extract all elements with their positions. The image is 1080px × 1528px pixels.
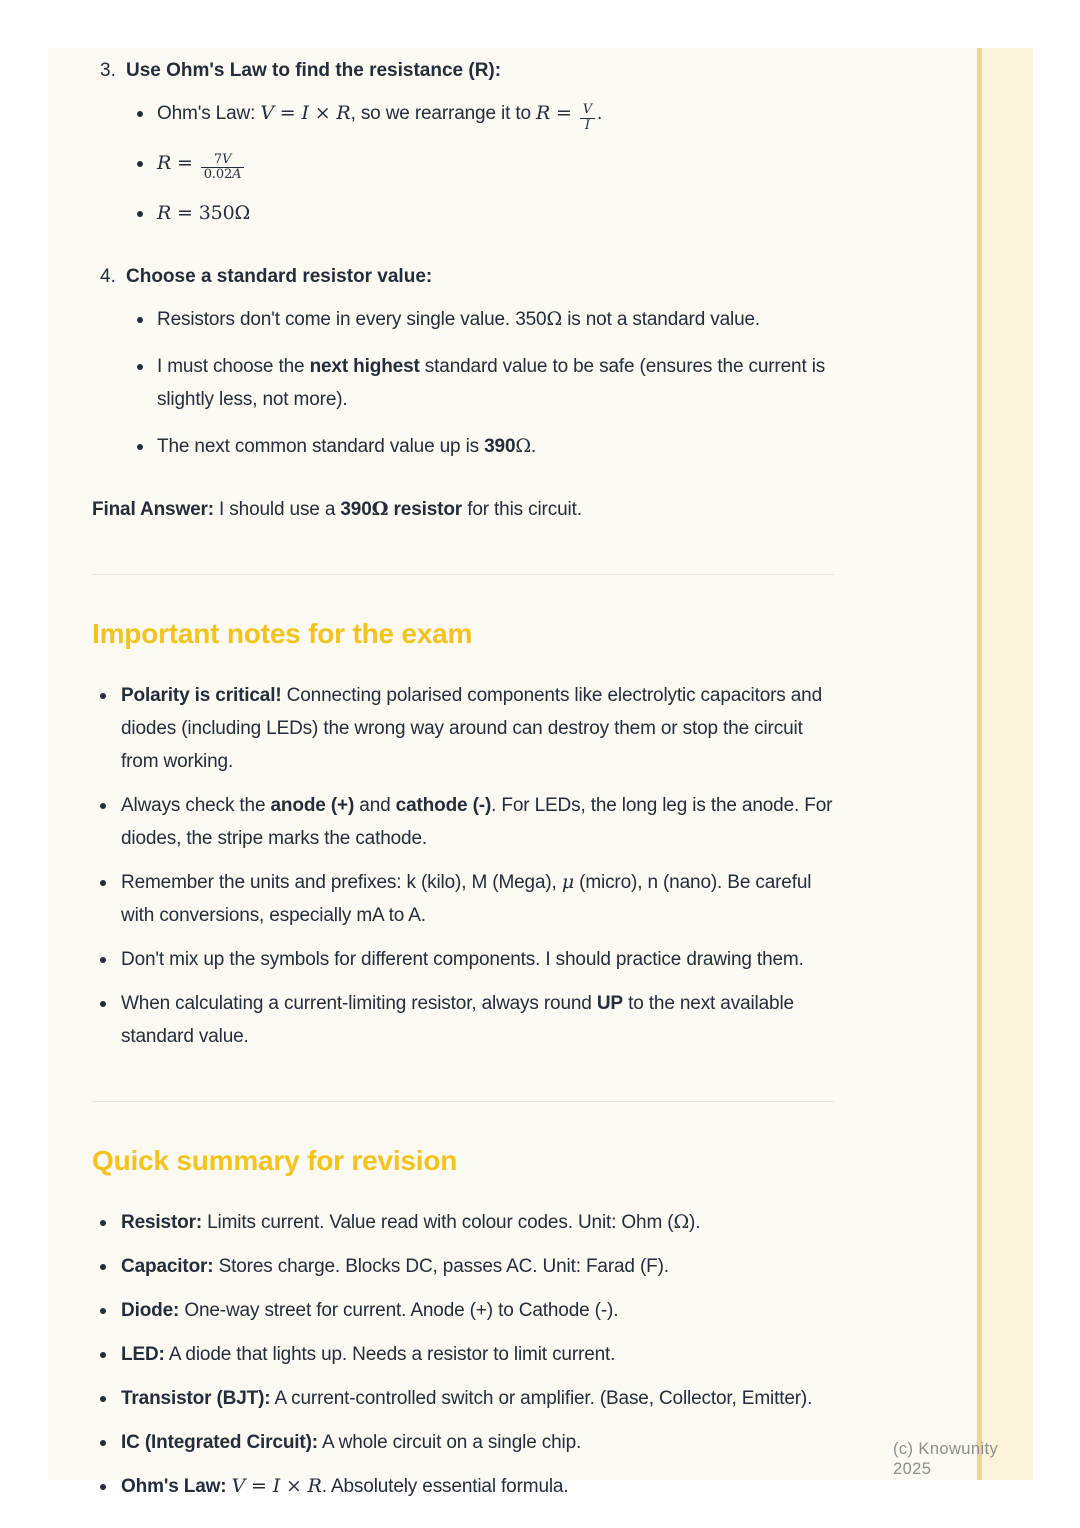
list-item-text bbox=[157, 197, 250, 230]
bullet-dot bbox=[100, 1001, 106, 1007]
text-run: . bbox=[531, 435, 537, 457]
math-text: = bbox=[550, 102, 578, 124]
bullet-dot bbox=[137, 211, 143, 217]
bullet-dot bbox=[100, 1396, 106, 1402]
sub-bullet-list bbox=[92, 97, 834, 230]
final-answer bbox=[92, 493, 834, 526]
item-title: Choose a standard resistor value: bbox=[126, 265, 433, 287]
list-item bbox=[92, 679, 834, 778]
text-run: resistor bbox=[388, 498, 463, 520]
text-run: to the next available standard value. bbox=[121, 992, 794, 1047]
math-text: R bbox=[157, 151, 172, 174]
math-text: R bbox=[536, 102, 551, 124]
text-run: One-way street for current. Anode (+) to Cathode (-). bbox=[179, 1299, 619, 1321]
section-heading: Important notes for the exam bbox=[92, 617, 473, 649]
list-item-text bbox=[121, 679, 834, 778]
text-run: A current-controlled switch or amplifier. (Base, Collector, Emitter). bbox=[270, 1387, 813, 1409]
math-text: = bbox=[171, 151, 199, 174]
math-text: R bbox=[336, 102, 351, 124]
text-run: IC (Integrated Circuit): bbox=[121, 1431, 318, 1453]
list-item bbox=[92, 1426, 834, 1459]
text-run: UP bbox=[596, 992, 623, 1014]
text-run: When calculating a current-limiting resistor, always round bbox=[121, 992, 597, 1014]
section-heading: Quick summary for revision bbox=[92, 1144, 458, 1176]
text-run: 390 bbox=[484, 435, 516, 457]
math-text: × bbox=[308, 102, 337, 124]
text-run: The next common standard value up is bbox=[157, 435, 485, 457]
list-item bbox=[92, 303, 834, 336]
bullet-dot bbox=[100, 880, 106, 886]
list-item-text bbox=[157, 147, 246, 183]
watermark: (c) Knowunity 2025 bbox=[893, 1440, 999, 1478]
text-run: (micro), n (nano). Be careful with conversions, especially mA to A. bbox=[121, 871, 812, 926]
text-run: Transistor (BJT): bbox=[121, 1387, 271, 1409]
text-run: Remember the units and prefixes: k (kilo), M (Mega), bbox=[121, 871, 562, 893]
math-text: R bbox=[157, 201, 172, 224]
fraction-numerator: V bbox=[582, 102, 592, 118]
math-text: Ω bbox=[546, 307, 563, 330]
text-run: Ohm's Law: bbox=[157, 103, 261, 124]
math-fraction bbox=[199, 153, 247, 183]
list-item-text bbox=[157, 430, 536, 463]
list-item-text bbox=[121, 789, 834, 855]
right-margin-stripe bbox=[977, 48, 1033, 1480]
bullet-dot bbox=[100, 1220, 106, 1226]
numbered-item-header bbox=[92, 260, 834, 293]
text-run: I should use a bbox=[213, 498, 341, 520]
bullet-dot bbox=[100, 1264, 106, 1270]
text-run: Capacitor: bbox=[121, 1255, 214, 1277]
text-run: Ohm's Law: bbox=[121, 1475, 227, 1497]
text-run: Don't mix up the symbols for different components. I should practice drawing them. bbox=[121, 948, 804, 970]
list-item bbox=[92, 866, 834, 932]
bullet-dot bbox=[100, 1352, 106, 1358]
math-text: = bbox=[273, 102, 302, 124]
bullet-list bbox=[92, 1206, 834, 1503]
text-run: standard value to be safe (ensures the current is slightly less, not more). bbox=[157, 355, 826, 410]
list-item-text bbox=[121, 1338, 615, 1371]
list-item bbox=[92, 1250, 834, 1283]
text-run: Final Answer: bbox=[92, 498, 214, 520]
text-run: 390 bbox=[340, 498, 372, 520]
numbered-item bbox=[92, 260, 834, 463]
text-run: , so we rearrange it to bbox=[350, 103, 536, 124]
list-item bbox=[92, 1470, 834, 1503]
math-text: I bbox=[301, 102, 309, 124]
document-body bbox=[92, 48, 834, 1503]
bullet-dot bbox=[100, 803, 106, 809]
list-item-text bbox=[157, 303, 760, 336]
text-run: is not a standard value. bbox=[562, 308, 761, 330]
item-number: 4. bbox=[100, 265, 116, 287]
item-title: Use Ohm's Law to find the resistance (R): bbox=[126, 60, 502, 81]
text-run: Limits current. Value read with colour codes. Unit: Ohm ( bbox=[202, 1211, 674, 1233]
list-item-text bbox=[121, 1250, 669, 1283]
bullet-dot bbox=[100, 1484, 106, 1490]
text-run: ). bbox=[689, 1211, 701, 1233]
text-run: . For LEDs, the long leg is the anode. For diodes, the stripe marks the cathode. bbox=[121, 794, 833, 849]
list-item bbox=[92, 1294, 834, 1327]
list-item-text bbox=[121, 1426, 581, 1459]
list-item bbox=[92, 1338, 834, 1371]
list-item-text bbox=[121, 866, 834, 932]
list-item-text bbox=[157, 97, 602, 133]
list-item bbox=[92, 789, 834, 855]
list-item-text bbox=[157, 350, 834, 416]
text-run: anode (+) bbox=[270, 794, 355, 816]
text-run: . Absolutely essential formula. bbox=[321, 1475, 569, 1497]
fraction-denominator: 0.02A bbox=[201, 167, 245, 182]
text-run: next highest bbox=[309, 355, 420, 377]
fraction-numerator: 7V bbox=[213, 152, 232, 167]
bullet-dot bbox=[100, 1440, 106, 1446]
math-text: Ω bbox=[515, 434, 532, 457]
list-item bbox=[92, 97, 834, 133]
list-item bbox=[92, 197, 834, 230]
item-number: 3. bbox=[100, 60, 116, 81]
math-text: × bbox=[280, 1474, 308, 1497]
section-divider bbox=[92, 574, 834, 575]
text-run: Stores charge. Blocks DC, passes AC. Unit: Farad (F). bbox=[213, 1255, 669, 1277]
text-run: Connecting polarised components like electrolytic capacitors and diodes (including LEDs) the wrong way around can destroy them or stop the circuit from working. bbox=[121, 684, 823, 772]
list-item-text bbox=[121, 1206, 700, 1239]
bullet-dot bbox=[137, 317, 143, 323]
bullet-dot bbox=[137, 161, 143, 167]
math-text: V bbox=[231, 1474, 246, 1497]
bullet-dot bbox=[100, 693, 106, 699]
math-text: V bbox=[260, 102, 274, 124]
math-fraction bbox=[578, 103, 597, 133]
list-item bbox=[92, 987, 834, 1053]
bullet-dot bbox=[137, 111, 143, 117]
text-run: for this circuit. bbox=[462, 498, 582, 520]
math-text: = bbox=[245, 1474, 273, 1497]
document-page bbox=[48, 48, 1033, 1497]
text-run: Diode: bbox=[121, 1299, 180, 1321]
fraction-denominator: I bbox=[580, 118, 595, 133]
math-text: Ω bbox=[673, 1210, 690, 1233]
list-item bbox=[92, 350, 834, 416]
text-run: cathode (-) bbox=[395, 794, 492, 816]
list-item-text bbox=[121, 987, 834, 1053]
math-text: R bbox=[307, 1474, 322, 1497]
list-item bbox=[92, 1382, 834, 1415]
bullet-dot bbox=[137, 444, 143, 450]
math-text: = 350Ω bbox=[171, 201, 251, 224]
text-run: . bbox=[596, 103, 603, 124]
list-item bbox=[92, 430, 834, 463]
bullet-dot bbox=[137, 364, 143, 370]
numbered-item-header bbox=[92, 54, 834, 87]
text-run: Resistors don't come in every single value. 350 bbox=[157, 308, 547, 330]
text-run: I must choose the bbox=[157, 355, 310, 377]
bullet-dot bbox=[100, 957, 106, 963]
text-run: Always check the bbox=[121, 794, 271, 816]
section-divider bbox=[92, 1101, 834, 1102]
bullet-list bbox=[92, 679, 834, 1053]
math-text: μ bbox=[561, 870, 575, 893]
list-item-text bbox=[121, 1382, 812, 1415]
bullet-dot bbox=[100, 1308, 106, 1314]
list-item bbox=[92, 943, 834, 976]
text-run: LED: bbox=[121, 1343, 165, 1365]
text-run: Polarity is critical! bbox=[121, 684, 282, 706]
list-item-text bbox=[121, 1294, 618, 1327]
list-item bbox=[92, 1206, 834, 1239]
numbered-item bbox=[92, 54, 834, 230]
list-item bbox=[92, 147, 834, 183]
text-run: A whole circuit on a single chip. bbox=[317, 1431, 582, 1453]
math-text: I bbox=[272, 1474, 281, 1497]
list-item-text bbox=[121, 943, 804, 976]
math-text: Ω bbox=[371, 497, 389, 520]
text-run: A diode that lights up. Needs a resistor to limit current. bbox=[164, 1343, 616, 1365]
list-item-text bbox=[121, 1470, 568, 1503]
text-run: Resistor: bbox=[121, 1211, 203, 1233]
sub-bullet-list bbox=[92, 303, 834, 463]
text-run: and bbox=[354, 794, 396, 816]
